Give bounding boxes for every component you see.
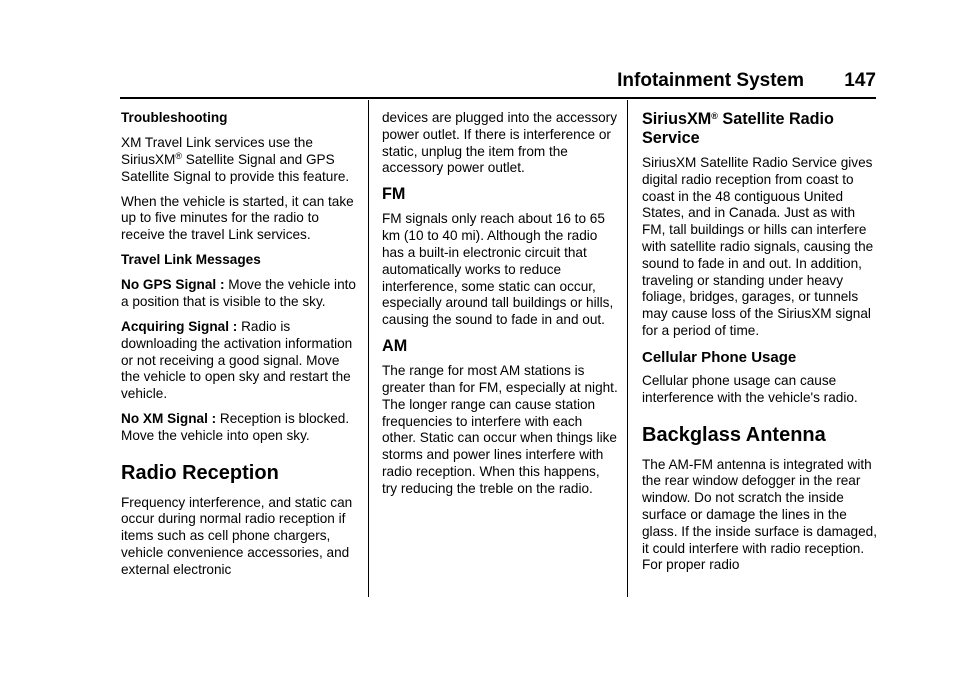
column-2 [382,110,618,506]
siriusxm-paragraph: SiriusXM Satellite Radio Service gives digital radio reception from coast to coast in the 48 contiguous United States, and in Canada. Just as with FM, tall buildings or hills can interfere with satellite radio signals, causing the sound to fade in and out. In addition, traveling or standing under heavy foliage, bridges, garages, or tunnels may cause loss of the SiriusXM signal for a period of time. [642,155,874,338]
am-heading: AM [382,337,408,356]
column-3 [642,110,878,582]
siriusxm-heading: SiriusXM® Satellite Radio Service [642,110,834,147]
no-gps-signal-paragraph: No GPS Signal : Move the vehicle into a position that is visible to the sky. [121,277,356,309]
troubleshooting-heading: Troubleshooting [121,110,228,125]
cellular-phone-heading: Cellular Phone Usage [642,348,797,366]
page-header [120,70,876,94]
column-divider-1 [368,100,369,597]
column-divider-2 [627,100,628,597]
no-xm-label: No XM Signal : [121,411,217,427]
cellular-paragraph: Cellular phone usage can cause interference with the vehicle's radio. [642,372,858,405]
backglass-antenna-heading: Backglass Antenna [642,423,826,446]
radio-reception-paragraph: Frequency interference, and static can occur during normal radio reception if items such as cell phone chargers, vehicle convenience accessories, and external electronic [121,494,353,577]
radio-reception-heading: Radio Reception [121,461,279,484]
startup-paragraph: When the vehicle is started, it can take up to five minutes for the radio to receive the travel Link services. [121,193,354,243]
page-number: 147 [844,70,876,91]
column-1 [121,110,357,587]
section-title: Infotainment System [617,70,804,91]
acquiring-signal-paragraph: Acquiring Signal : Radio is downloading the activation information or not receiving a good signal. Move the vehicle to open sky and restart the vehicle. [121,318,353,402]
xm-travel-link-paragraph: XM Travel Link services use the SiriusXM® Satellite Signal and GPS Satellite Signal to provide this feature. [121,134,350,184]
fm-paragraph: FM signals only reach about 16 to 65 km (10 to 40 mi). Although the radio has a built-in electronic circuit that automatically works to reduce interference, some static can occur, especially around tall buildings or hills, causing the sound to fade in and out. [382,211,614,328]
am-paragraph: The range for most AM stations is greater than for FM, especially at night. The longer range can cause station frequencies to interfere with each other. Static can occur when things like storms and power lines interfere with radio reception. When this happens, try reducing the treble on the radio. [382,363,618,496]
header-rule [120,97,876,99]
no-xm-signal-paragraph: No XM Signal : Reception is blocked. Move the vehicle into open sky. [121,411,350,443]
fm-heading: FM [382,185,406,204]
acquiring-label: Acquiring Signal : [121,318,238,334]
no-gps-label: No GPS Signal : [121,277,225,293]
travel-link-messages-heading: Travel Link Messages [121,252,261,268]
continuation-paragraph: devices are plugged into the accessory power outlet. If there is interference or static, unplug the item from the accessory power outlet. [382,110,618,176]
backglass-paragraph: The AM-FM antenna is integrated with the rear window defogger in the rear window. Do not scratch the inside surface or damage the lines in the glass. If the inside surface is damaged, it could interfere with radio reception. For proper radio [642,456,877,573]
